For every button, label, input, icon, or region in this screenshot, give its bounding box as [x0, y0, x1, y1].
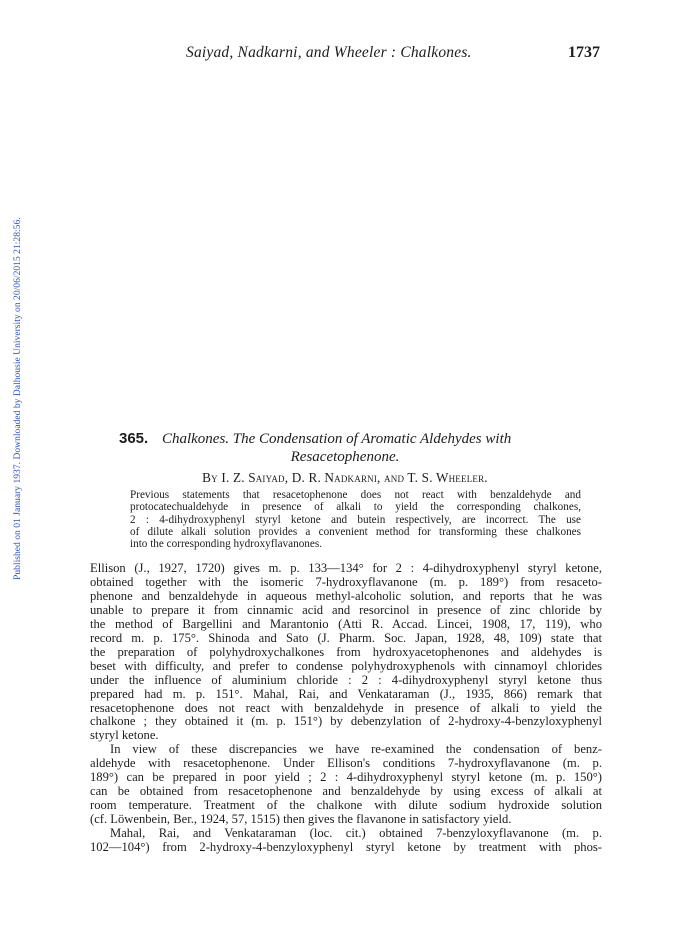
- body-line: aldehyde with resacetophenone. Under Ellison's conditions 7-hydroxyflavanone (m. p.: [90, 756, 602, 771]
- article-title-line-1: [119, 430, 511, 448]
- body-line: can be obtained from resacetophenone and benzaldehyde by using excess of alkali at: [90, 784, 602, 799]
- body-line: under the influence of aluminium chloride : 2 : 4-dihydroxyphenyl styryl ketone thus: [90, 672, 602, 687]
- abstract-line: into the corresponding hydroxyflavanones.: [130, 538, 323, 551]
- body-line: 102—104°) from 2-hydroxy-4-benzyloxyphenyl styryl ketone by treatment with phos-: [90, 840, 602, 855]
- body-line: (cf. Löwenbein, Ber., 1924, 57, 1515) then gives the flavanone in satisfactory yield.: [90, 812, 512, 827]
- body-line: prepared had m. p. 151°. Mahal, Rai, and Venkataraman (J., 1935, 866) remark that: [90, 686, 602, 701]
- abstract-line: protocatechualdehyde in presence of alkali to yield the corresponding chalkones,: [130, 501, 581, 514]
- abstract-line: 2 : 4-dihydroxyphenyl styryl ketone and butein respectively, are incorrect. The use: [130, 513, 581, 526]
- article-title-first: Chalkones. The Condensation of Aromatic Aldehydes with: [161, 431, 512, 447]
- paragraph-3: [90, 827, 602, 855]
- body-line: chalkone ; they obtained it (m. p. 151°) by debenzylation of 2-hydroxy-4-benzyloxyphenyl: [90, 714, 602, 729]
- page-number: 1737: [568, 44, 600, 61]
- paragraph-2: [90, 743, 602, 827]
- body-line: record m. p. 175°. Shinoda and Sato (J. Pharm. Soc. Japan, 1928, 48, 109) state that: [90, 630, 602, 645]
- abstract-paragraph: [116, 489, 581, 550]
- body-text: [90, 562, 602, 855]
- page-header: [90, 44, 600, 64]
- download-notice-text: Published on 01 January 1937. Downloaded by Dalhousie University on 20/06/2015 21:28:56.: [12, 217, 23, 580]
- abstract-line: of dilute alkali solution provides a convenient method for transforming these chalkones: [130, 525, 581, 538]
- body-line: the method of Bargellini and Marantonio (Atti R. Accad. Lincei, 1908, 17, 119), who: [90, 616, 602, 631]
- paragraph-1: [90, 562, 602, 743]
- body-line: resacetophenone does not react with benzaldehyde in presence of alkali to yield the: [90, 700, 602, 715]
- abstract-line: Previous statements that resacetophenone does not react with benzaldehyde and: [130, 489, 581, 501]
- body-line: Mahal, Rai, and Venkataraman (loc. cit.) obtained 7-benzyloxyflavanone (m. p.: [110, 826, 602, 841]
- article-authors: By I. Z. Saiyad, D. R. Nadkarni, and T. S. Wheeler.: [202, 470, 488, 485]
- body-line: unable to prepare it from cinnamic acid and resorcinol in presence of zinc chloride by: [90, 602, 602, 617]
- abstract: [116, 489, 581, 550]
- body-line: obtained together with the isomeric 7-hydroxyflavanone (m. p. 189°) from resaceto-: [90, 574, 602, 589]
- body-line: room temperature. Treatment of the chalkone with dilute sodium hydroxide solution: [90, 798, 602, 813]
- body-line: 189°) can be prepared in poor yield ; 2 : 4-dihydroxyphenyl styryl ketone (m. p. 150°): [90, 770, 602, 785]
- body-line: styryl ketone.: [90, 728, 159, 743]
- body-line: In view of these discrepancies we have re-examined the condensation of benz-: [110, 742, 602, 757]
- download-notice: [0, 0, 23, 936]
- article-title-line-2: Resacetophenone.: [290, 449, 400, 465]
- running-head: Saiyad, Nadkarni, and Wheeler : Chalkones.: [186, 44, 472, 61]
- body-line: Ellison (J., 1927, 1720) gives m. p. 133—134° for 2 : 4-dihydroxyphenyl styryl ketone,: [90, 561, 602, 575]
- article-number: 365.: [119, 430, 149, 447]
- body-line: the preparation of polyhydroxychalkones from hydroxyacetophenones and aldehydes is: [90, 644, 602, 659]
- body-line: phenone and benzaldehyde in aqueous methyl-alcoholic solution, and reports that he was: [90, 588, 602, 603]
- body-line: beset with difficulty, and prefer to condense polyhydroxyphenols with cinnamoyl chlorides: [90, 658, 602, 673]
